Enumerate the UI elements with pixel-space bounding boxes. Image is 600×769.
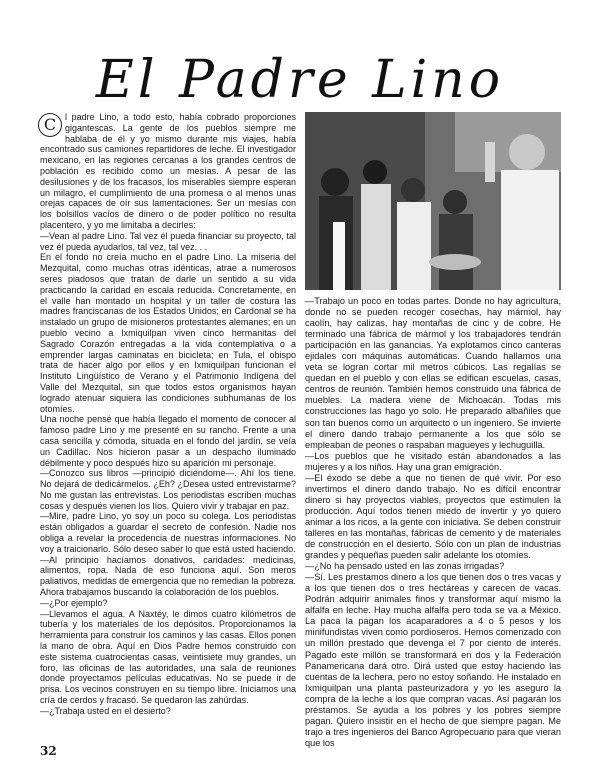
article-photo [305,112,561,290]
drop-cap: C [38,113,62,137]
page-number: 32 [40,744,57,758]
paragraph: —¿Por ejemplo? [40,597,108,608]
paragraph: —El éxodo se debe a que no tienen de qué vivir. Por eso invertimos el dinero dando trabajo. No es difícil encontrar dinero si hay proyectos viables, proyectos que estimulen la producción. Aquí todos tienen miedo de invertir y yo quiero animar a los ricos, a la gente con iniciativa. Se deben construir talleres en las montañas, fábricas de cemento y de materiales de construcción en el desierto. Sólo con un plan de industrias grandes y pequeñas pueden salir adelante los otomíes. [305,472,561,561]
paragraph: —Los pueblos que he visitado están abandonados a las mujeres y a los niños. Hay una gran emigración. [305,450,561,472]
paragraph: —Al principio hacíamos donativos, caridades: medicinas, alimentos, ropa. Nada de eso funciona aquí. Son meros paliativos, medidas de emergencia que no remedian la pobreza. Ahora trabajamos buscando la colaboración de los pueblos. [40,554,296,598]
paragraph: —Sí. Les prestamos dinero a los que tienen dos o tres vacas y a los que tienen dos o tres hectáreas y carecen de vacas. Podrán adquirir animales finos y transformar aquí mismo la alfalfa en leche. Hay mucha alfalfa pero toda se va a México. La paca la pagan los acaparadores a 4 o 5 pesos y los minifundistas viven como pordioseros. Hemos comenzado con un millón prestado que devenga el 7 por ciento de interés. Pagado este millón se transformará en dos y la Federación Panamericana dará otro. Dirá usted que estoy haciendo las cuentas de la lechera, pero no estoy soñando. He instalado en Ixmiquilpan una planta pasteurizadora y yo les aseguro la compra de la leche a los que compran vacas. Así pagarán los préstamos. Se ayuda a los pobres y los pobres siempre pagan. Quiero insistir en el hecho de que siempre pagan. Me trajo a tres ingenieros del Banco Agropecuario para que vieran que los [305,572,561,748]
paragraph: l padre Lino, a todo esto, había cobrado proporciones gigantescas. La gente de los pueblos siempre me hablaba de él y yo mismo durante mis viajes, había encontrado sus camiones repartidores de leche. El investigador mexicano, en las regiones cercanas a los grandes centros de población es recibido como un mesías. A pesar de las desilusiones y de los fracasos, los miserables siempre esperan un milagro, el cumplimiento de una promesa o al menos unas orejas capaces de oír sus lamentaciones. Ser un mesías con los bolsillos vacíos de dinero o de poder político no resulta placentero, y yo me limitaba a decirles: [40,112,296,230]
paragraph: —Mire, padre Lino, yo soy un poco su colega. Los periodistas están obligados a guardar el secreto de confesión. Nadie nos obliga a revelar la procedencia de nuestras informaciones. No voy a traicionarlo. Sólo deseo saber lo que está usted haciendo. [40,511,296,554]
paragraph: —Llevamos el agua. A Naxtéy, le dimos cuatro kilómetros de tubería y los materiales de los depósitos. Proporcionamos la herramienta para construir los caminos y las casas. Ellos ponen la mano de obra. Aquí en Dios Padre hemos construido con este sistema cuatrocientas casas, veintisiete muy grandes, un foro, las oficinas de las autoridades, una sala de reuniones donde proyectamos películas educativas. No se puede ir de prisa. Los vecinos construyen en su tiempo libre. Iniciamos una cría de cerdos y fracasó. Se quedaron las zahúrdas. [40,608,296,706]
paragraph: —Trabajo un poco en todas partes. Donde no hay agricultura, donde no se pueden recoger cosechas, hay mármol, hay caolín, hay calizas, hay montañas de cinc y de cobre. He terminado una fábrica de mármol y los trabajadores tendrán participación en las ganancias. Ya explotamos cinco canteras ejidales con máquinas automáticas. Cuando hallamos una veta se logran cortar mil metros cúbicos. Las regalías se quedan en el pueblo y con ellas se edifican escuelas, casas, centros de reunión. También hemos construido una fábrica de muebles. La madera viene de Michoacán. Todas mis construcciones las hago yo solo. He preparado albañiles que son tan buenos como un arquitecto o un ingeniero. Se invierte el dinero dando trabajo permanente a los que sólo se empleaban de peones o raspaban magueyes y lechuguilla. [305,296,561,450]
paragraph: —Conozco sus libros —principió diciéndome—. Ahí los tiene. No dejará de dedicármelos. ¿Eh? ¿Desea usted entrevistarme? No me gustan las entrevistas. Los periodistas escriben muchas cosas y después vienen los líos. Quiero vivir y trabajar en paz. [40,468,296,511]
paragraph: Una noche pensé que había llegado el momento de conocer al famoso padre Lino y me presenté en su rancho. Frente a una casa sencilla y cómoda, situada en el fondo del jardín, se veía un Cadillac. Nos hicieron pasar a un despacho iluminado débilmente y poco después hizo su aparición mi personaje. [40,414,296,468]
article-title: El Padre Lino [95,50,505,110]
left-column [40,112,296,717]
photo-illustration [305,112,561,290]
paragraph: En el fondo no creía mucho en el padre Lino. La miseria del Mezquital, como muchas otras idénticas, atrae a numerosos seres piadosos que tratan de darle un sentido a su vida practicando la caridad en escala reducida. Concretamente, en el valle han montado un hospital y un taller de costura las madres franciscanas de los Estados Unidos; en Cardonal se ha instalado un grupo de misioneros protestantes alemanes; en un pueblo vecino a Ixmiquilpan viven cinco hermanitas del Sagrado Corazón entregadas a la vida contemplativa o a emprender largas caminatas en bicicleta; en Tula, el obispo trata de hacer algo por ellos y en Ixmiquilpan funcionan el Instituto Lingüístico de Verano y el Patrimonio Indígena del Valle del Mezquital, sin que todos estos organismos hayan logrado atenuar siquiera las condiciones subhumanas de los otomíes. [40,252,296,414]
paragraph: —¿No ha pensado usted en las zonas irrigadas? [305,561,505,572]
paragraph: —¿Trabaja usted en el desierto? [40,705,171,716]
right-column [305,296,561,749]
paragraph: —Vean al padre Lino. Tal vez él pueda financiar su proyecto, tal vez él pueda ayudarlos, tal vez, tal vez. . . [40,230,296,252]
